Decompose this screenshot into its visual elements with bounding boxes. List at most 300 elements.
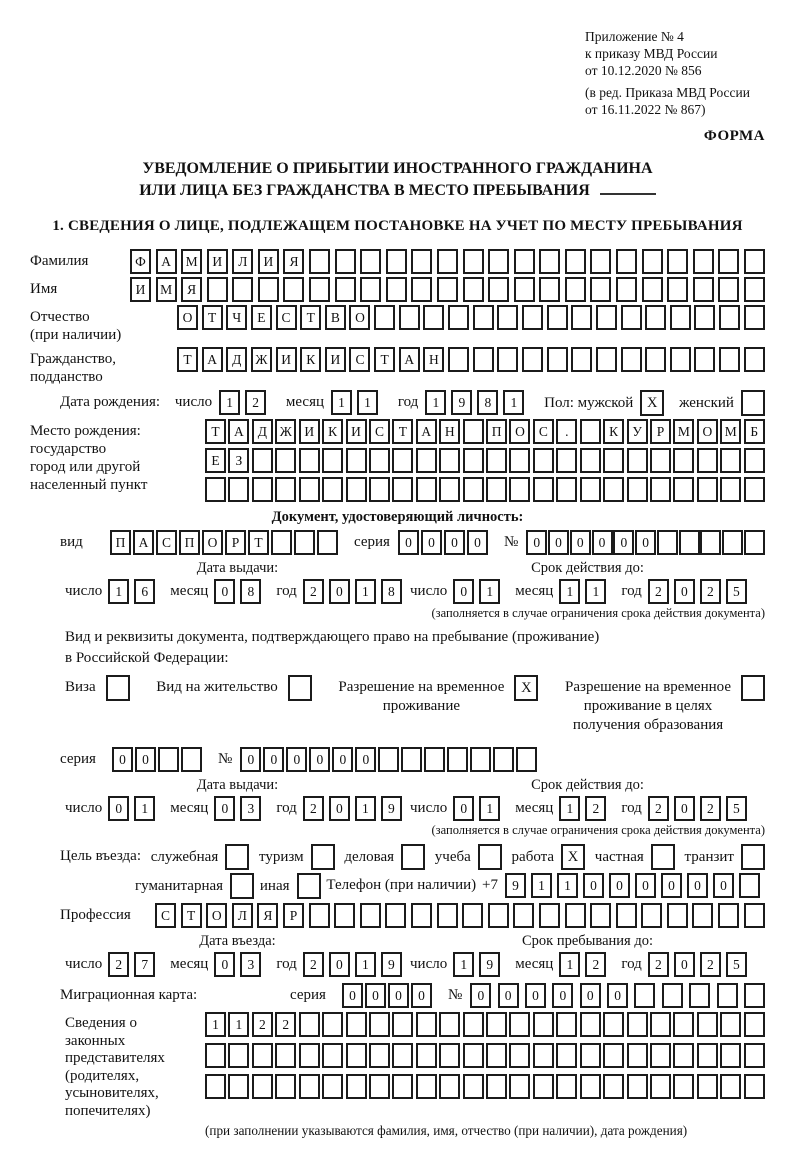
char-cell: 1: [559, 952, 580, 977]
char-cell: [283, 277, 304, 302]
char-cell: [158, 747, 179, 772]
char-cell: [697, 1074, 718, 1099]
char-cell: [392, 1012, 413, 1037]
residence-options-row: [30, 675, 765, 737]
char-cell: [673, 477, 694, 502]
char-cell: [634, 983, 655, 1008]
temp-residence-option: [338, 675, 538, 716]
char-cell: [580, 419, 601, 444]
char-cell: [294, 530, 315, 555]
char-cell: [334, 903, 355, 928]
char-cell: С: [155, 903, 176, 928]
stay-month-cells: [559, 952, 611, 977]
entry-month-label: месяц: [170, 956, 209, 972]
char-cell: [693, 277, 714, 302]
char-cell: Л: [232, 903, 253, 928]
char-cell: [346, 1012, 367, 1037]
purpose-business: [344, 844, 425, 870]
birth-day-label: число: [174, 394, 213, 410]
char-cell: 0: [674, 796, 695, 821]
form-title-line2: ИЛИ ЛИЦА БЕЗ ГРАЖДАНСТВА В МЕСТО ПРЕБЫВАНИЯ: [30, 180, 765, 202]
char-cell: [463, 1043, 484, 1068]
surname-row: [30, 249, 765, 274]
char-cell: [650, 448, 671, 473]
mig-series-label: серия: [290, 987, 326, 1003]
char-cell: 0: [214, 579, 235, 604]
char-cell: [275, 1074, 296, 1099]
char-cell: 3: [240, 796, 261, 821]
char-cell: 1: [219, 390, 240, 415]
forma-label: ФОРМА: [703, 128, 765, 144]
char-cell: 1: [425, 390, 446, 415]
char-cell: О: [697, 419, 718, 444]
char-cell: [627, 1043, 648, 1068]
purpose-study-label: учеба: [434, 848, 471, 865]
purpose-study: [435, 844, 502, 870]
char-cell: [718, 903, 739, 928]
char-cell: [522, 305, 543, 330]
char-cell: 9: [381, 796, 402, 821]
doc-series-label: серия: [354, 534, 390, 550]
char-cell: [642, 277, 663, 302]
char-cell: 2: [700, 796, 721, 821]
char-cell: [309, 277, 330, 302]
char-cell: [718, 277, 739, 302]
char-cell: Н: [439, 419, 460, 444]
purpose-transit-checkbox: [741, 844, 765, 870]
char-cell: [744, 249, 765, 274]
char-cell: [486, 1012, 507, 1037]
char-cell: [252, 1043, 273, 1068]
char-cell: 0: [526, 530, 547, 555]
char-cell: 2: [275, 1012, 296, 1037]
purpose-row1: [30, 844, 765, 870]
char-cell: Ж: [251, 347, 272, 372]
char-cell: [378, 747, 399, 772]
representatives-cells-row1: [205, 1012, 765, 1037]
char-cell: И: [276, 347, 297, 372]
purpose-private-checkbox: [651, 844, 675, 870]
birthdate-label: Дата рождения:: [60, 394, 161, 410]
char-cell: 0: [411, 983, 432, 1008]
char-cell: И: [346, 419, 367, 444]
char-cell: С: [349, 347, 370, 372]
char-cell: [463, 1012, 484, 1037]
char-cell: [580, 1012, 601, 1037]
purpose-work-checkbox: X: [561, 844, 585, 870]
appendix-line-2: к приказу МВД России: [585, 46, 718, 61]
residence-doc-intro-line1: Вид и реквизиты документа, подтверждающего право на пребывание (проживание): [65, 629, 600, 645]
char-cell: [463, 477, 484, 502]
char-cell: [439, 448, 460, 473]
doc-issue-month-cells: [214, 579, 266, 604]
char-cell: Е: [251, 305, 272, 330]
char-cell: [322, 448, 343, 473]
char-cell: [580, 1043, 601, 1068]
profession-cells: [155, 903, 765, 928]
char-cell: 2: [303, 796, 324, 821]
char-cell: [719, 305, 740, 330]
char-cell: К: [603, 419, 624, 444]
char-cell: [346, 448, 367, 473]
char-cell: [514, 249, 535, 274]
representatives-label-line3: представителях: [65, 1050, 165, 1066]
purpose-study-checkbox: [478, 844, 502, 870]
char-cell: 0: [525, 983, 546, 1008]
char-cell: [299, 1074, 320, 1099]
char-cell: И: [207, 249, 228, 274]
char-cell: [645, 347, 666, 372]
temp-residence-label-line1: Разрешение на временное: [338, 679, 505, 695]
purpose-business-checkbox: [401, 844, 425, 870]
char-cell: 1: [479, 796, 500, 821]
char-cell: 1: [357, 390, 378, 415]
char-cell: [642, 249, 663, 274]
char-cell: [205, 1043, 226, 1068]
purpose-other-label: иная: [259, 877, 290, 894]
permit-series-row: [30, 747, 765, 772]
char-cell: 1: [205, 1012, 226, 1037]
char-cell: 2: [700, 952, 721, 977]
char-cell: [667, 249, 688, 274]
char-cell: 1: [557, 873, 578, 898]
purpose-other-checkbox: [297, 873, 321, 899]
char-cell: [565, 277, 586, 302]
birthplace-rows: [205, 419, 765, 506]
appendix-line-3: от 10.12.2020 № 856: [585, 63, 702, 78]
phone-group: [482, 873, 765, 898]
char-cell: [590, 903, 611, 928]
char-cell: [437, 903, 458, 928]
doc-expiry-line: [410, 579, 765, 604]
entry-year-cells: [303, 952, 407, 977]
representatives-label-line2: законных: [65, 1032, 126, 1049]
char-cell: Д: [252, 419, 273, 444]
char-cell: [744, 983, 765, 1008]
doc-number-label: №: [503, 534, 519, 550]
char-cell: [497, 347, 518, 372]
char-cell: С: [276, 305, 297, 330]
profession-row: [30, 903, 765, 928]
permit-issue-month-cells: [214, 796, 266, 821]
char-cell: [513, 903, 534, 928]
char-cell: [411, 249, 432, 274]
char-cell: 5: [726, 579, 747, 604]
char-cell: [621, 347, 642, 372]
char-cell: 0: [329, 952, 350, 977]
char-cell: 0: [635, 530, 656, 555]
surname-label: Фамилия: [30, 253, 89, 269]
char-cell: 0: [263, 747, 284, 772]
permit-number-label: №: [218, 751, 233, 767]
char-cell: 1: [531, 873, 552, 898]
char-cell: [411, 903, 432, 928]
char-cell: Е: [205, 448, 226, 473]
purpose-work-label: работа: [511, 848, 555, 865]
char-cell: [645, 305, 666, 330]
char-cell: [571, 305, 592, 330]
char-cell: [697, 448, 718, 473]
mig-series-cells: [342, 983, 434, 1008]
char-cell: П: [486, 419, 507, 444]
char-cell: [693, 249, 714, 274]
char-cell: [533, 1043, 554, 1068]
representatives-label-line5: усыновителях,: [65, 1085, 159, 1101]
temp-residence-edu-label-line1: Разрешение на временное: [565, 679, 731, 695]
char-cell: 7: [134, 952, 155, 977]
char-cell: О: [206, 903, 227, 928]
char-cell: [650, 1012, 671, 1037]
char-cell: [228, 1043, 249, 1068]
representatives-label-line4: (родителях,: [65, 1067, 140, 1084]
entry-date-heading: Дата въезда:: [199, 933, 276, 949]
char-cell: [720, 1043, 741, 1068]
char-cell: [369, 1012, 390, 1037]
char-cell: [689, 983, 710, 1008]
char-cell: [463, 448, 484, 473]
char-cell: 0: [674, 579, 695, 604]
temp-residence-edu-label-line2: проживание в целях: [583, 698, 713, 714]
char-cell: [603, 1043, 624, 1068]
permit-series-label: серия: [60, 751, 96, 767]
patronymic-label: [30, 305, 177, 344]
permit-series-cells: [112, 747, 204, 772]
char-cell: 0: [609, 873, 630, 898]
char-cell: [744, 1074, 765, 1099]
char-cell: [627, 448, 648, 473]
entry-day-label: число: [65, 956, 103, 972]
char-cell: [720, 477, 741, 502]
char-cell: [556, 477, 577, 502]
permit-expiry-year-cells: [648, 796, 752, 821]
birthplace-cells-row2: [205, 448, 765, 473]
char-cell: М: [673, 419, 694, 444]
char-cell: [486, 1074, 507, 1099]
char-cell: [616, 903, 637, 928]
char-cell: [360, 249, 381, 274]
char-cell: [662, 983, 683, 1008]
char-cell: [463, 249, 484, 274]
char-cell: [673, 1043, 694, 1068]
entry-month-cells: [214, 952, 266, 977]
representatives-label-line6: попечителях): [65, 1102, 151, 1119]
patronymic-label-line2: (при наличии): [30, 327, 122, 343]
char-cell: [571, 347, 592, 372]
char-cell: [580, 1074, 601, 1099]
purpose-tourism-label: туризм: [258, 848, 304, 865]
representatives-label: [65, 1012, 205, 1120]
char-cell: .: [556, 419, 577, 444]
char-cell: [399, 305, 420, 330]
form-title: [30, 158, 765, 202]
stay-until-heading: Срок пребывания до:: [522, 933, 653, 949]
permit-expiry-month-cells: [559, 796, 611, 821]
char-cell: [616, 249, 637, 274]
char-cell: [657, 530, 678, 555]
char-cell: А: [202, 347, 223, 372]
char-cell: [309, 249, 330, 274]
temp-residence-label: [338, 675, 504, 716]
char-cell: Я: [257, 903, 278, 928]
char-cell: Т: [177, 347, 198, 372]
char-cell: 1: [559, 796, 580, 821]
birthplace-label-line1: Место рождения:: [30, 423, 141, 439]
char-cell: [621, 305, 642, 330]
birthplace-label-line3: город или другой: [30, 459, 141, 475]
char-cell: [717, 983, 738, 1008]
appendix-line-1: Приложение № 4: [585, 29, 684, 44]
char-cell: 0: [592, 530, 613, 555]
char-cell: [205, 1074, 226, 1099]
char-cell: [580, 448, 601, 473]
char-cell: 1: [585, 579, 606, 604]
char-cell: [486, 448, 507, 473]
char-cell: [275, 477, 296, 502]
doc-restriction-note: (заполняется в случае ограничения срока действия документа): [431, 606, 765, 620]
residence-doc-intro: [30, 627, 765, 669]
residence-permit-label: Вид на жительство: [156, 679, 278, 695]
char-cell: [309, 903, 330, 928]
residence-permit-option: [156, 675, 311, 701]
char-cell: 0: [329, 579, 350, 604]
char-cell: [401, 747, 422, 772]
representatives-cells-row2: [205, 1043, 765, 1068]
char-cell: [565, 249, 586, 274]
char-cell: 0: [108, 796, 129, 821]
char-cell: 5: [726, 952, 747, 977]
char-cell: [228, 477, 249, 502]
char-cell: [616, 277, 637, 302]
char-cell: [509, 448, 530, 473]
surname-cells: [130, 249, 765, 274]
char-cell: [437, 277, 458, 302]
birth-month-cells: [331, 390, 383, 415]
char-cell: [556, 1012, 577, 1037]
representatives-block: [30, 1012, 765, 1120]
char-cell: [603, 448, 624, 473]
permit-expiry-year-label: год: [621, 800, 642, 816]
char-cell: У: [627, 419, 648, 444]
char-cell: [497, 305, 518, 330]
purpose-tourism-checkbox: [311, 844, 335, 870]
char-cell: Я: [283, 249, 304, 274]
patronymic-row: [30, 305, 765, 344]
appendix-block: [585, 28, 765, 79]
doc-issue-year-cells: [303, 579, 407, 604]
birthdate-row: [30, 390, 765, 416]
char-cell: 0: [365, 983, 386, 1008]
char-cell: О: [202, 530, 223, 555]
char-cell: [719, 347, 740, 372]
char-cell: 0: [470, 983, 491, 1008]
stay-month-label: месяц: [515, 956, 554, 972]
citizenship-label-line1: Гражданство,: [30, 351, 117, 367]
purpose-row2: [30, 873, 765, 899]
char-cell: И: [325, 347, 346, 372]
char-cell: К: [300, 347, 321, 372]
char-cell: Ф: [130, 249, 151, 274]
permit-issue-year-label: год: [276, 800, 297, 816]
char-cell: 0: [580, 983, 601, 1008]
char-cell: 8: [477, 390, 498, 415]
char-cell: 1: [108, 579, 129, 604]
mig-number-label: №: [448, 987, 463, 1003]
char-cell: [697, 1043, 718, 1068]
char-cell: 0: [453, 579, 474, 604]
char-cell: [744, 448, 765, 473]
char-cell: [720, 1074, 741, 1099]
permit-number-cells: [240, 747, 539, 772]
sex-female-checkbox: [741, 390, 765, 416]
doc-series-cells: [398, 530, 490, 555]
birthplace-cells-row3: [205, 477, 765, 502]
patronymic-cells: [177, 305, 765, 330]
char-cell: [275, 1043, 296, 1068]
char-cell: [692, 903, 713, 928]
char-cell: [509, 1012, 530, 1037]
char-cell: [697, 477, 718, 502]
char-cell: О: [349, 305, 370, 330]
purpose-humanitarian-label: гуманитарная: [135, 877, 224, 894]
profession-label: Профессия: [60, 907, 131, 923]
char-cell: 0: [444, 530, 465, 555]
name-label: Имя: [30, 281, 58, 297]
stay-year-label: год: [621, 956, 642, 972]
char-cell: Р: [650, 419, 671, 444]
phone-cells: [505, 873, 765, 898]
char-cell: 0: [342, 983, 363, 1008]
char-cell: [252, 1074, 273, 1099]
char-cell: 0: [329, 796, 350, 821]
residence-doc-intro-line2: в Российской Федерации:: [65, 650, 229, 666]
char-cell: [739, 873, 760, 898]
char-cell: [670, 305, 691, 330]
citizenship-row: [30, 347, 765, 386]
purpose-official-checkbox: [225, 844, 249, 870]
char-cell: 0: [607, 983, 628, 1008]
char-cell: [335, 249, 356, 274]
permit-expiry-heading: Срок действия до:: [531, 777, 644, 793]
char-cell: 2: [303, 952, 324, 977]
char-cell: 1: [355, 796, 376, 821]
citizenship-cells: [177, 347, 765, 372]
char-cell: [556, 1074, 577, 1099]
birth-year-cells: [425, 390, 529, 415]
char-cell: 1: [331, 390, 352, 415]
blank-underline: [600, 181, 656, 195]
char-cell: [488, 277, 509, 302]
identity-doc-heading: Документ, удостоверяющий личность:: [271, 509, 524, 525]
permit-issue-heading: Дата выдачи:: [196, 777, 279, 793]
char-cell: Р: [225, 530, 246, 555]
char-cell: [596, 305, 617, 330]
char-cell: [322, 477, 343, 502]
char-cell: [335, 277, 356, 302]
char-cell: П: [179, 530, 200, 555]
representatives-rows: [205, 1012, 765, 1103]
name-cells: [130, 277, 765, 302]
char-cell: З: [228, 448, 249, 473]
char-cell: [258, 277, 279, 302]
char-cell: С: [369, 419, 390, 444]
temp-residence-edu-label-line3: получения образования: [572, 717, 724, 733]
char-cell: [744, 1012, 765, 1037]
char-cell: [299, 477, 320, 502]
char-cell: [416, 1043, 437, 1068]
char-cell: [514, 277, 535, 302]
char-cell: [547, 305, 568, 330]
char-cell: [509, 477, 530, 502]
